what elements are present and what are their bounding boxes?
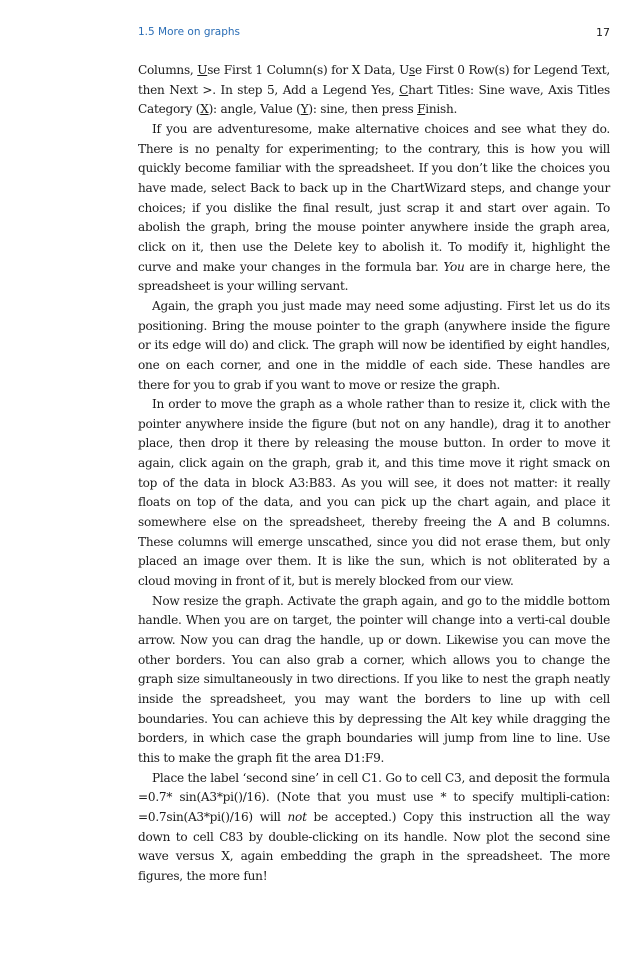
paragraph: [138, 592, 610, 769]
underlined-accelerator-letter: U: [197, 63, 208, 77]
underlined-accelerator-letter: C: [399, 82, 409, 97]
text-run: In order to move the graph as a whole rather than to resize it, click with the pointer anywhere inside the figure (but not on any handle), drag it to another place, then drop it there by releasing the mouse button. In order to move it again, click again on the graph, grab it, and this time move it right smack on top of the data in block A3:B83. As you will see, it does not matter: it really floats on top of the data, and you can pick up the chart again, and place it somewhere else on the spreadsheet, thereby freeing the A and B columns. These columns will emerge unscathed, since you did not erase them, but only placed an image over them. It is like the sun, which is not obliterated by a cloud moving in front of it, but is merely blocked from our view.: [138, 397, 610, 589]
emphasis-text: not: [287, 809, 307, 824]
text-run: hart Titles: Sine wave, Axis Titles Category (: [138, 82, 610, 117]
text-run: ): sine, then press: [308, 102, 418, 117]
running-header: [138, 26, 610, 42]
text-run: If you are adventuresome, make alternative choices and see what they do. There is no penalty for experimenting; to the contrary, this is how you will quickly become familiar with the spreadsheet. If you don’t like the choices you have made, select Back to back up in the ChartWizard steps, and change your choices; if you dislike the final result, just scrap it and start over again. To abolish the graph, bring the mouse pointer anywhere inside the graph area, click on it, then use the Delete key to abolish it. To modify it, highlight the curve and make your changes in the formula bar.: [138, 121, 610, 274]
text-run: ): angle, Value (: [208, 102, 301, 117]
underlined-accelerator-letter: X: [200, 102, 209, 117]
body-text: [138, 61, 610, 887]
paragraph: [138, 61, 610, 120]
text-run: se First 1 Column(s) for X Data, U: [207, 63, 410, 77]
text-run: be accepted.) Copy this instruction all the way down to cell C83 by double-clicking on its handle. Now plot the second sine wave versus X, again embedding the graph in the spreadsheet. The more figures, the more fun!: [138, 809, 610, 883]
text-run: e First 0 Row(s) for Legend Text, then Next >. In step 5, Add a Legend Yes,: [138, 63, 611, 97]
paragraph: [138, 297, 610, 395]
text-run: Place the label ‘second sine’ in cell C1. Go to cell C3, and deposit the formula =0.7* sin(A3*pi()/16). (Note that you must use * to specify multipli-cation: =0.7sin(A3*pi()/16) will: [138, 770, 610, 824]
paragraph: [138, 395, 610, 592]
emphasis-text: You: [443, 259, 465, 274]
underlined-accelerator-letter: F: [417, 102, 426, 117]
page-number: 17: [596, 26, 610, 39]
text-run: Again, the graph you just made may need some adjusting. First let us do its positioning. Bring the mouse pointer to the graph (anywhere inside the figure or its edge will do) and click. The graph will now be identified by eight handles, one on each corner, and one in the middle of each side. These handles are there for you to grab if you want to move or resize the graph.: [138, 298, 610, 392]
underlined-accelerator-letter: Y: [300, 102, 309, 117]
text-run: Now resize the graph. Activate the graph again, and go to the middle bottom handle. When you are on target, the pointer will change into a verti-cal double arrow. Now you can drag the handle, up or down. Likewise you can move the other borders. You can also grab a corner, which allows you to change the graph size simultaneously in two directions. If you like to nest the graph neatly inside the spreadsheet, you may want the borders to line up with cell boundaries. You can achieve this by depressing the Alt key while dragging the borders, in which case the graph boundaries will jump from line to line. Use this to make the graph fit the area D1:F9.: [138, 593, 610, 765]
paragraph: [138, 120, 610, 297]
underlined-accelerator-letter: s: [409, 63, 416, 77]
section-title: 1.5 More on graphs: [138, 26, 241, 38]
paragraph: [138, 769, 610, 887]
text-run: inish.: [425, 102, 458, 117]
text-run: Columns,: [138, 63, 198, 77]
text-run: are in charge here, the spreadsheet is your willing servant.: [138, 259, 610, 294]
